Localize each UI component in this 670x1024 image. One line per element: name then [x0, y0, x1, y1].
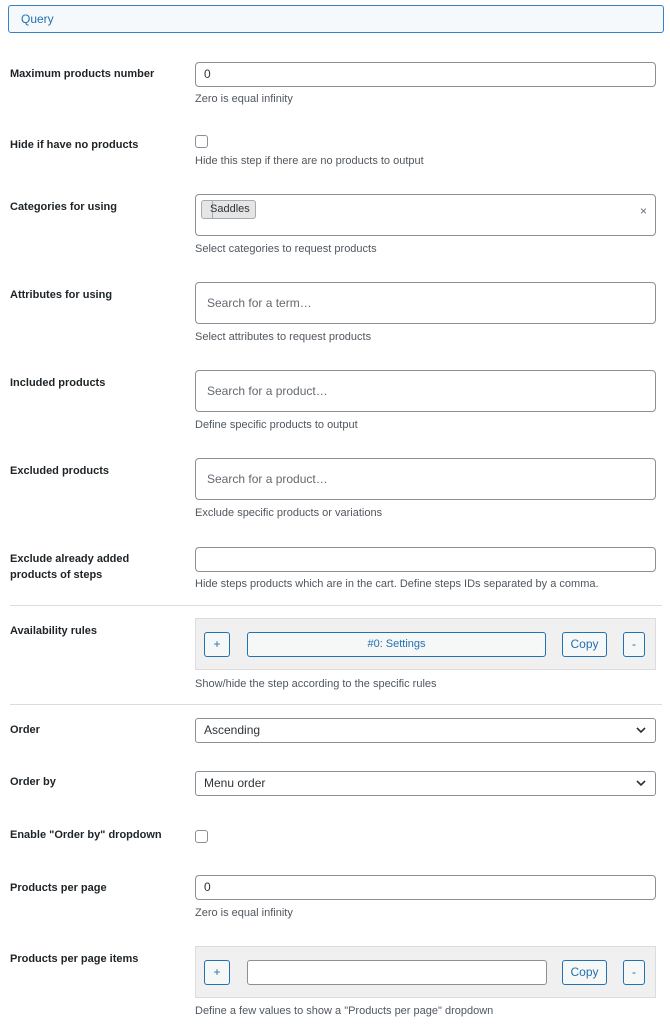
remove-rule-button[interactable]: - [623, 632, 645, 657]
exclude-added-label [10, 551, 129, 583]
add-item-button[interactable]: + [204, 960, 230, 985]
max-products-label: Maximum products number [10, 68, 155, 80]
chevron-down-icon [635, 722, 647, 738]
categories-desc: Select categories to request products [195, 243, 377, 255]
attributes-search-input[interactable]: Search for a term… [195, 282, 656, 324]
availability-rules-desc: Show/hide the step according to the specific rules [195, 678, 437, 690]
copy-item-button[interactable]: Copy [562, 960, 607, 985]
included-products-desc: Define specific products to output [195, 419, 358, 431]
attributes-desc: Select attributes to request products [195, 331, 372, 343]
per-page-items-repeater [195, 946, 656, 998]
exclude-added-input[interactable] [195, 547, 656, 572]
divider [10, 704, 662, 705]
included-products-search-input[interactable]: Search for a product… [195, 370, 656, 412]
remove-item-button[interactable]: - [623, 960, 645, 985]
max-products-desc: Zero is equal infinity [195, 93, 293, 105]
add-rule-button[interactable]: + [204, 632, 230, 657]
included-products-label: Included products [10, 377, 106, 389]
order-by-select[interactable] [195, 771, 656, 796]
order-label: Order [10, 724, 40, 736]
copy-rule-button[interactable]: Copy [562, 632, 607, 657]
excluded-products-desc: Exclude specific products or variations [195, 507, 383, 519]
exclude-added-desc: Hide steps products which are in the cart. Define steps IDs separated by a comma. [195, 578, 599, 590]
order-by-select-value: Menu order [204, 776, 266, 790]
hide-no-products-desc: Hide this step if there are no products to output [195, 155, 424, 167]
excluded-products-label: Excluded products [10, 465, 110, 477]
rule-settings-button[interactable]: #0: Settings [247, 632, 546, 657]
category-tag[interactable] [201, 200, 256, 219]
exclude-added-label-line2: products of steps [10, 569, 103, 581]
enable-order-by-checkbox[interactable] [195, 830, 208, 843]
per-page-input[interactable]: 0 [195, 875, 656, 900]
order-select[interactable] [195, 718, 656, 743]
per-page-label: Products per page [10, 882, 107, 894]
availability-rules-label: Availability rules [10, 625, 98, 637]
category-tag-label: Saddles [210, 203, 250, 215]
per-page-item-input[interactable] [247, 960, 547, 985]
per-page-items-desc: Define a few values to show a "Products per page" dropdown [195, 1005, 494, 1017]
categories-select[interactable] [195, 194, 656, 236]
exclude-added-label-line1: Exclude already added [10, 553, 130, 565]
chevron-down-icon [635, 775, 647, 791]
attributes-label: Attributes for using [10, 289, 113, 301]
enable-order-by-label: Enable "Order by" dropdown [10, 829, 162, 841]
categories-label: Categories for using [10, 201, 117, 213]
availability-rules-repeater [195, 618, 656, 670]
hide-no-products-label: Hide if have no products [10, 139, 139, 151]
per-page-desc: Zero is equal infinity [195, 907, 293, 919]
per-page-items-label: Products per page items [10, 953, 139, 965]
clear-icon[interactable]: × [639, 204, 647, 218]
tab-query[interactable]: Query [8, 5, 664, 33]
max-products-input[interactable]: 0 [195, 62, 656, 87]
excluded-products-search-input[interactable]: Search for a product… [195, 458, 656, 500]
hide-no-products-checkbox[interactable] [195, 135, 208, 148]
order-select-value: Ascending [204, 723, 261, 737]
divider [10, 605, 662, 606]
order-by-label: Order by [10, 776, 56, 788]
